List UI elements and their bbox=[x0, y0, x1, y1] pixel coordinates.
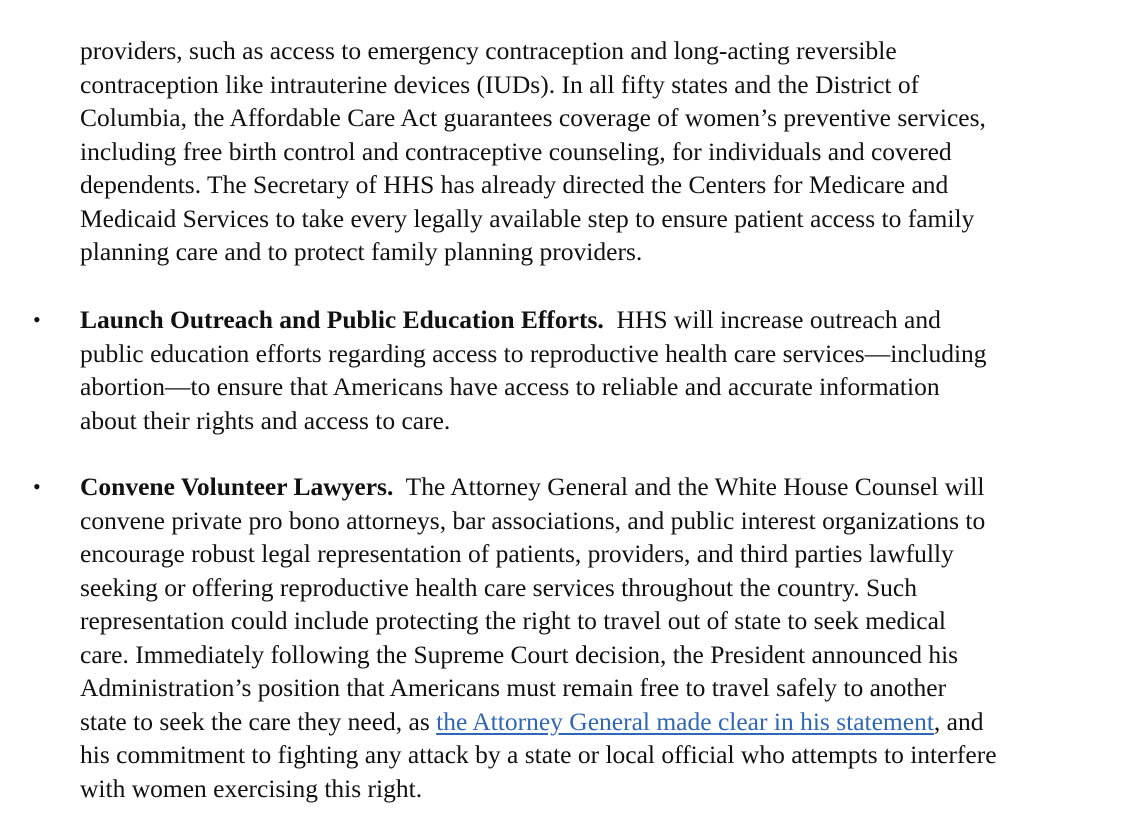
link-line-after: , and bbox=[933, 706, 984, 736]
paragraph-line: contraception like intrauterine devices (IUDs). In all fifty states and the District of bbox=[80, 69, 920, 99]
bullet-line: with women exercising this right. bbox=[80, 773, 423, 803]
paragraph-line: planning care and to protect family planning providers. bbox=[80, 237, 643, 266]
bullet-line: about their rights and access to care. bbox=[80, 405, 451, 435]
link-line-before: state to seek the care they need, as bbox=[80, 706, 437, 736]
paragraph-line: dependents. The Secretary of HHS has already directed the Centers for Medicare and bbox=[80, 170, 949, 199]
bullet-line: seeking or offering reproductive health care services throughout the country. Such bbox=[80, 572, 917, 602]
bullet-marker: • bbox=[33, 307, 41, 332]
bullet-marker: • bbox=[33, 474, 41, 499]
paragraph-line: Medicaid Services to take every legally available step to ensure patient access to family bbox=[80, 203, 975, 233]
bullet-first-line bbox=[80, 303, 987, 337]
bullet-heading: Launch Outreach and Public Education Efforts. bbox=[80, 305, 604, 334]
bullet-text: The Attorney General and the White House Counsel will bbox=[393, 472, 985, 501]
bullet-line: convene private pro bono attorneys, bar associations, and public interest organizations to bbox=[80, 505, 986, 535]
intro-paragraph bbox=[80, 34, 986, 269]
bullet-first-line bbox=[80, 470, 997, 504]
bullet-line: Administration’s position that Americans must remain free to travel safely to another bbox=[80, 673, 947, 702]
bullet-line: care. Immediately following the Supreme Court decision, the President announced his bbox=[80, 639, 959, 669]
bullet-item-outreach bbox=[80, 303, 987, 437]
bullet-item-lawyers bbox=[80, 470, 997, 805]
bullet-line-with-link bbox=[80, 705, 997, 739]
bullet-line: encourage robust legal representation of patients, providers, and third parties lawfully bbox=[80, 539, 954, 568]
paragraph-line: providers, such as access to emergency contraception and long-acting reversible bbox=[80, 36, 897, 65]
paragraph-line: Columbia, the Affordable Care Act guarantees coverage of women’s preventive services, bbox=[80, 103, 986, 132]
bullet-line: public education efforts regarding access to reproductive health care services—including bbox=[80, 338, 987, 368]
bullet-line: representation could include protecting the right to travel out of state to seek medical bbox=[80, 606, 947, 635]
paragraph-line: including free birth control and contraceptive counseling, for individuals and covered bbox=[80, 136, 952, 166]
bullet-heading: Convene Volunteer Lawyers. bbox=[80, 472, 394, 501]
bullet-line: abortion—to ensure that Americans have access to reliable and accurate information bbox=[80, 372, 940, 401]
bullet-text: HHS will increase outreach and bbox=[603, 305, 941, 334]
bullet-line: his commitment to fighting any attack by a state or local official who attempts to interfere bbox=[80, 740, 997, 769]
attorney-general-statement-link[interactable]: the Attorney General made clear in his statement bbox=[436, 706, 934, 736]
